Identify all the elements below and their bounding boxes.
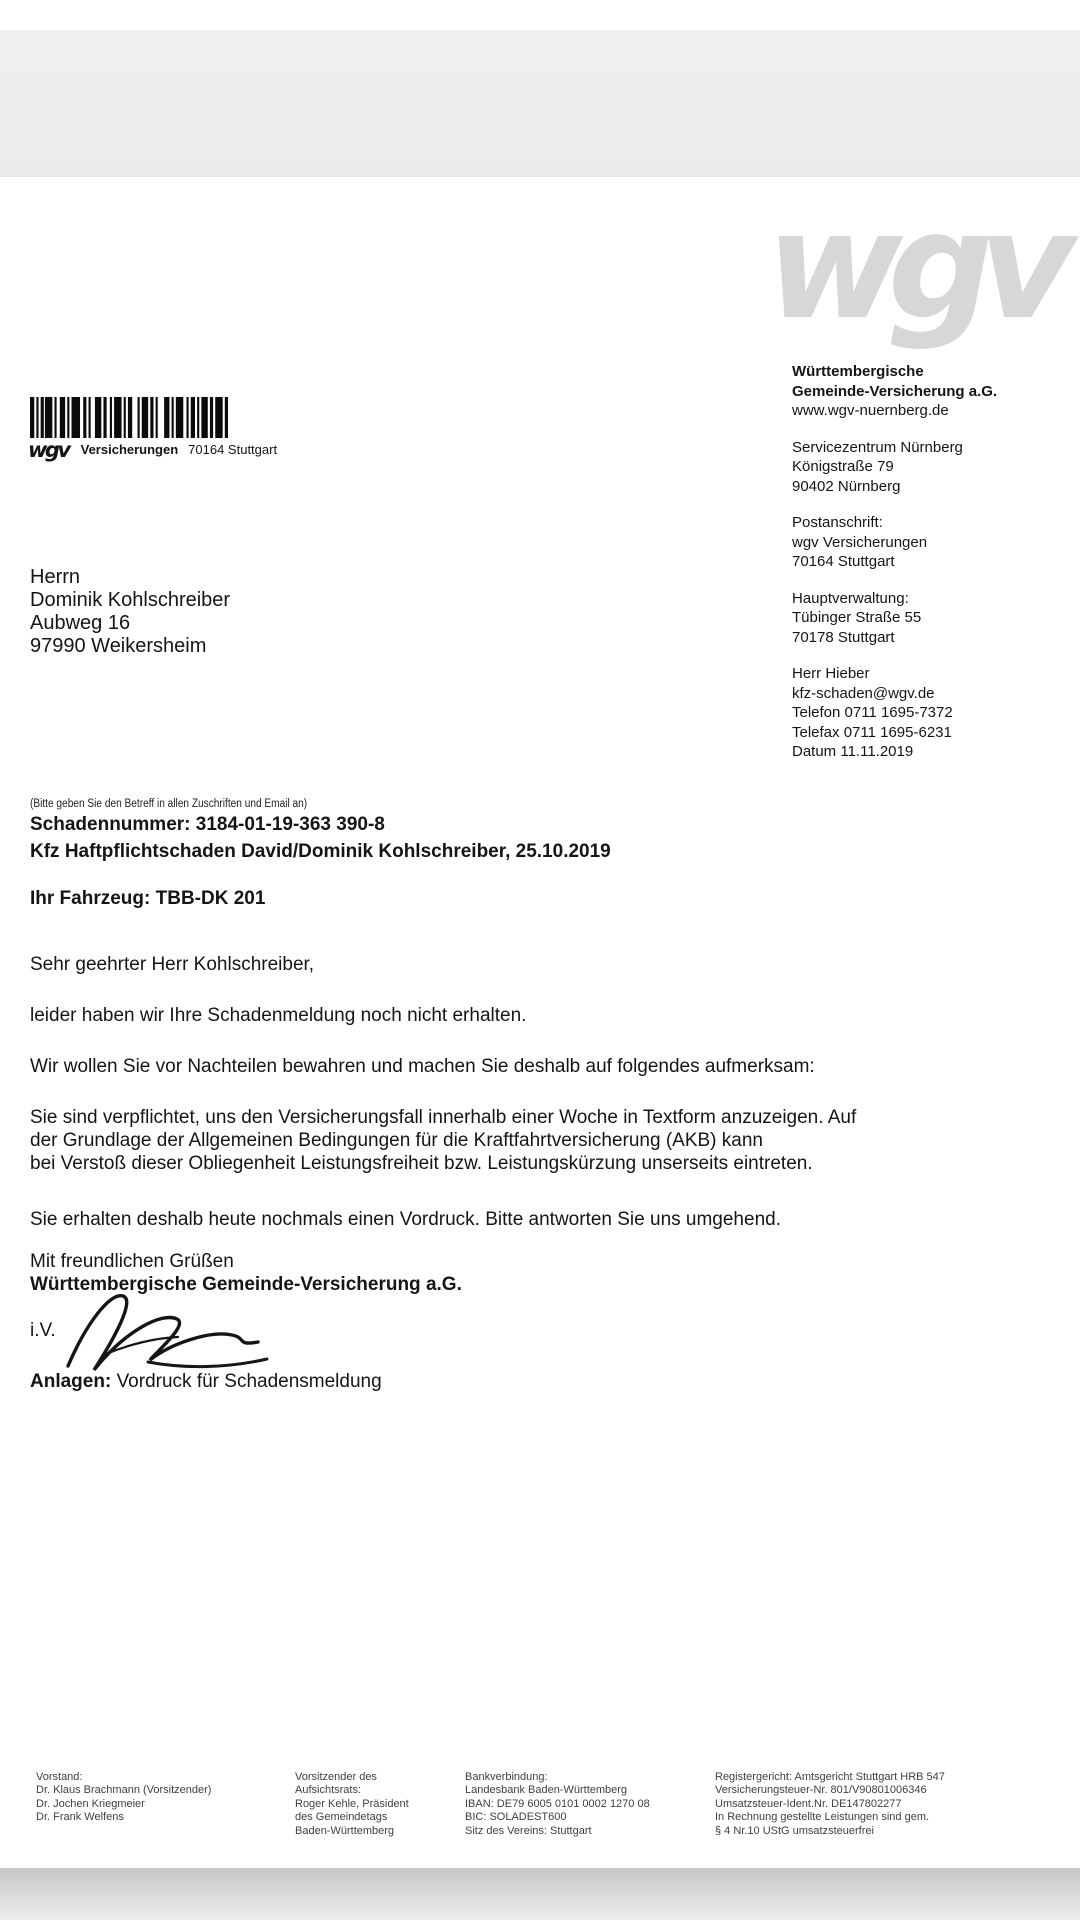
footer-line: Vorsitzender des <box>295 1771 377 1783</box>
info-line: wgv Versicherungen <box>792 533 928 551</box>
viewer-background-top <box>0 30 1080 177</box>
vehicle-line: Ihr Fahrzeug: TBB-DK 201 <box>30 888 266 909</box>
info-line: www.wgv-nuernberg.de <box>792 402 949 419</box>
closing-company-name: Württembergische Gemeinde-Versicherung a.G. <box>30 1274 462 1295</box>
signature-icon <box>60 1280 275 1382</box>
footer-line: Dr. Frank Welfens <box>36 1811 124 1824</box>
footer-column <box>715 1771 945 1838</box>
body-paragraph <box>30 1208 1020 1231</box>
info-line: kfz-schaden@wgv.de <box>792 684 935 702</box>
body-paragraph <box>30 1055 1020 1078</box>
info-line: Telefon 0711 1695-7372 <box>792 704 953 721</box>
info-line: Königstraße 79 <box>792 458 894 475</box>
footer-line: Dr. Jochen Kriegmeier <box>36 1797 145 1810</box>
recipient-line: Herrn <box>30 566 81 588</box>
body-line: Sie sind verpflichtet, uns den Versicherungsfall innerhalb einer Woche in Textform anzuzeigen. Auf <box>30 1107 857 1128</box>
footer-line: Vorstand: <box>36 1771 83 1783</box>
info-line: Datum 11.11.2019 <box>792 743 914 760</box>
sender-name: Versicherungen <box>80 442 179 457</box>
wgv-logo-small: wgv <box>28 438 69 462</box>
body-line: bei Verstoß dieser Obliegenheit Leistungsfreiheit bzw. Leistungskürzung unserseits eintreten. <box>30 1153 813 1174</box>
footer-line: Versicherungsteuer-Nr. 801/V90801006346 <box>715 1784 927 1797</box>
body-paragraph <box>30 1106 1020 1175</box>
body-line: Sehr geehrter Herr Kohlschreiber, <box>30 954 315 975</box>
closing-iv-label: i.V. <box>30 1320 56 1341</box>
body-line: leider haben wir Ihre Schadenmeldung noch nicht erhalten. <box>30 1005 527 1026</box>
sender-return-address <box>28 438 277 462</box>
closing-salutation: Mit freundlichen Grüßen <box>30 1251 234 1272</box>
footer-column <box>36 1771 211 1825</box>
footer-line: Roger Kehle, Präsident <box>295 1797 409 1810</box>
barcode-icon <box>30 397 228 438</box>
footer-line: Registergericht: Amtsgericht Stuttgart HRB 547 <box>715 1771 945 1783</box>
footer-line: In Rechnung gestellte Leistungen sind gem. <box>715 1811 930 1824</box>
body-line: Wir wollen Sie vor Nachteilen bewahren und machen Sie deshalb auf folgendes aufmerksam: <box>30 1056 815 1077</box>
info-line: 70178 Stuttgart <box>792 628 895 646</box>
info-line: Postanschrift: <box>792 514 883 531</box>
footer-line: Sitz des Vereins: Stuttgart <box>465 1824 592 1837</box>
info-line: 70164 Stuttgart <box>792 553 895 570</box>
attachments-line <box>30 1371 382 1393</box>
recipient-line: Dominik Kohlschreiber <box>30 589 231 611</box>
recipient-line: 97990 Weikersheim <box>30 635 207 657</box>
body-paragraph <box>30 953 1020 976</box>
viewer-background-bottom <box>0 1868 1080 1920</box>
footer-line: Aufsichtsrats: <box>295 1784 362 1797</box>
footer-line: Landesbank Baden-Württemberg <box>465 1784 628 1797</box>
subject-hint-note: (Bitte geben Sie den Betreff in allen Zuschriften und Email an) <box>30 798 308 810</box>
info-line: Hauptverwaltung: <box>792 589 909 607</box>
footer-line: Umsatzsteuer-Ident.Nr. DE147802277 <box>715 1797 902 1810</box>
info-line: Gemeinde-Versicherung a.G. <box>792 382 998 400</box>
attachments-text: Vordruck für Schadensmeldung <box>116 1371 382 1392</box>
footer-line: Baden-Württemberg <box>295 1824 395 1837</box>
body-line: der Grundlage der Allgemeinen Bedingungen für die Kraftfahrtversicherung (AKB) kann <box>30 1130 763 1151</box>
recipient-line: Aubweg 16 <box>30 612 131 634</box>
attachments-label: Anlagen: <box>30 1371 112 1392</box>
info-line: Servicezentrum Nürnberg <box>792 438 963 456</box>
footer-line: des Gemeindetags <box>295 1811 388 1824</box>
wgv-logo-watermark: wgv <box>766 180 1061 352</box>
footer-line: Dr. Klaus Brachmann (Vorsitzender) <box>36 1784 212 1797</box>
info-line: Württembergische <box>792 363 924 380</box>
footer-line: BIC: SOLADEST600 <box>465 1811 567 1824</box>
footer-line: Bankverbindung: <box>465 1771 548 1783</box>
footer-line: IBAN: DE79 6005 0101 0002 1270 08 <box>465 1797 650 1810</box>
footer-line: § 4 Nr.10 UStG umsatzsteuerfrei <box>715 1824 874 1837</box>
body-line: Sie erhalten deshalb heute nochmals einen Vordruck. Bitte antworten Sie uns umgehend. <box>30 1209 781 1230</box>
info-line: Telefax 0711 1695-6231 <box>792 723 952 741</box>
barcode <box>30 397 228 438</box>
claim-number-line: Schadennummer: 3184-01-19-363 390-8 <box>30 814 385 835</box>
body-paragraph <box>30 1004 1020 1027</box>
sender-postal: 70164 Stuttgart <box>188 442 278 457</box>
info-line: Tübinger Straße 55 <box>792 609 922 626</box>
footer-column <box>295 1771 409 1838</box>
footer-column <box>465 1771 650 1838</box>
info-column <box>792 362 1078 762</box>
info-line: Herr Hieber <box>792 665 870 682</box>
recipient-address-block <box>30 566 230 658</box>
info-line: 90402 Nürnberg <box>792 477 901 495</box>
claim-title-line: Kfz Haftpflichtschaden David/Dominik Kohlschreiber, 25.10.2019 <box>30 841 611 862</box>
